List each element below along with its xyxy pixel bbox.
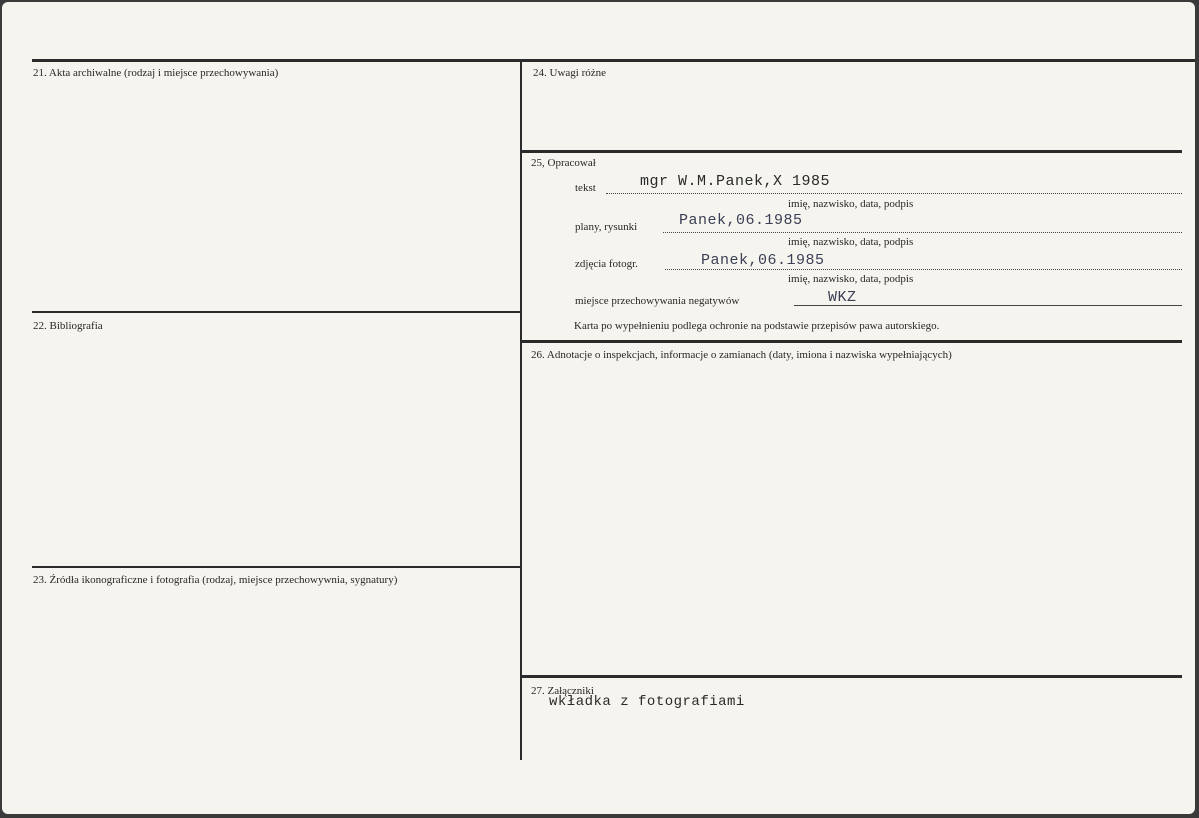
row-plany-label: plany, rysunki <box>575 221 638 233</box>
row-tekst-label: tekst <box>575 182 596 194</box>
row-tekst-value: mgr W.M.Panek,X 1985 <box>640 173 831 190</box>
top-rule <box>32 59 1195 62</box>
row-plany-hint: imię, nazwisko, data, podpis <box>788 236 914 248</box>
section-22-label: 22. Bibliografia <box>33 320 103 332</box>
section-24-label: 24. Uwagi różne <box>533 67 607 79</box>
row-plany-value: Panek,06.1985 <box>679 212 803 229</box>
row-zdjecia-label: zdjęcia fotogr. <box>575 258 638 270</box>
row-plany-line <box>663 232 1182 233</box>
section-27-label: 27. Załączniki <box>531 685 594 697</box>
section-26-label: 26. Adnotacje o inspekcjach, informacje o zamianach (daty, imiona i nazwiska wypełniających) <box>531 349 952 361</box>
section-25-note: Karta po wypełnieniu podlega ochronie na podstawie przepisów pawa autorskiego. <box>574 320 940 332</box>
right-rule-3 <box>522 675 1182 678</box>
row-negatywy-value: WKZ <box>828 289 857 306</box>
row-negatywy-label: miejsce przechowywania negatywów <box>575 295 740 307</box>
center-divider <box>520 62 522 760</box>
section-27-value: wkładka z fotografiami <box>549 694 745 710</box>
row-zdjecia-line <box>665 269 1182 270</box>
right-rule-1 <box>522 150 1182 153</box>
row-zdjecia-value: Panek,06.1985 <box>701 252 825 269</box>
row-tekst-line <box>606 193 1182 194</box>
record-card <box>2 2 1195 814</box>
section-23-label: 23. Źródła ikonograficzne i fotografia (rodzaj, miejsce przechowywnia, sygnatury) <box>33 574 398 586</box>
section-21-label: 21. Akta archiwalne (rodzaj i miejsce przechowywania) <box>33 67 279 79</box>
right-rule-2 <box>522 340 1182 343</box>
left-rule-2 <box>32 566 520 568</box>
section-25-label: 25, Opracował <box>531 157 596 169</box>
left-rule-1 <box>32 311 520 313</box>
row-zdjecia-hint: imię, nazwisko, data, podpis <box>788 273 914 285</box>
row-tekst-hint: imię, nazwisko, data, podpis <box>788 198 914 210</box>
